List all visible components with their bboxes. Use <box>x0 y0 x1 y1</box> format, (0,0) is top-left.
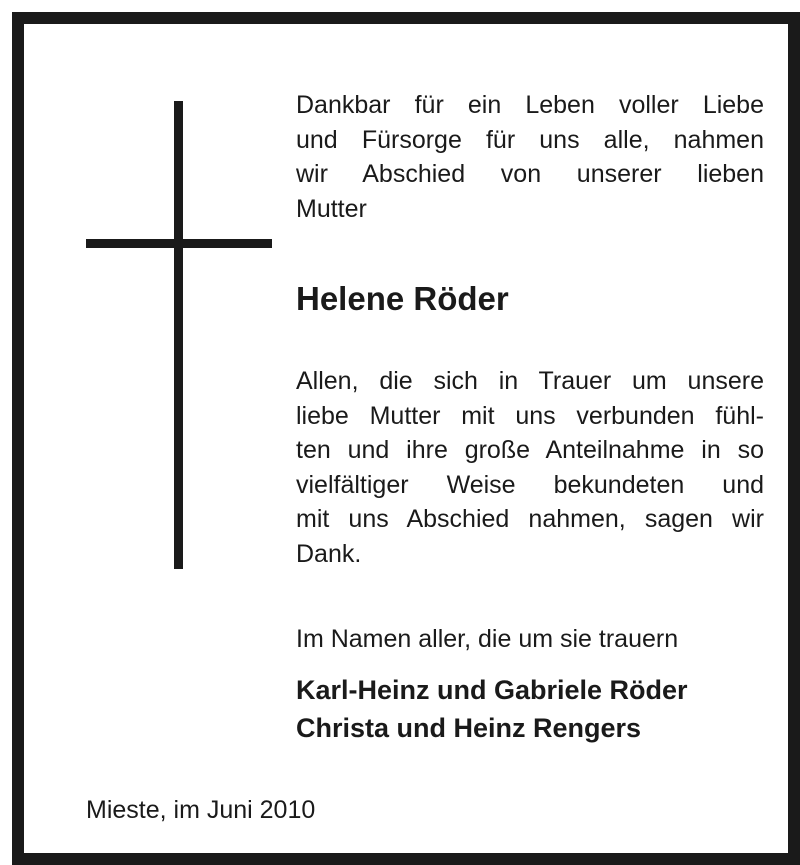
thanks-line: ten und ihre große Anteilnahme in so <box>296 436 764 464</box>
obituary-notice <box>12 12 800 865</box>
thanks-line: mit uns Abschied nahmen, sagen wir <box>296 505 764 533</box>
deceased-name: Helene Röder <box>296 280 509 317</box>
thanks-line: vielfältiger Weise bekundeten und <box>296 470 764 499</box>
place-date: Mieste, im Juni 2010 <box>86 796 316 824</box>
cross-icon-horizontal-bar <box>86 239 272 248</box>
thanks-line: Allen, die sich in Trauer um unsere <box>296 367 764 395</box>
intro-paragraph <box>296 88 764 226</box>
thanks-paragraph <box>296 364 764 571</box>
intro-line: Dankbar für ein Leben voller Liebe <box>296 91 764 119</box>
intro-line: Mutter <box>296 194 367 223</box>
thanks-line: Dank. <box>296 539 362 568</box>
signoff-text: Im Namen aller, die um sie trauern <box>296 625 679 653</box>
intro-line: wir Abschied von unserer lieben <box>296 160 764 188</box>
cross-icon-vertical-bar <box>174 101 183 569</box>
family-names <box>296 671 764 747</box>
thanks-line: liebe Mutter mit uns verbunden fühl- <box>296 401 764 430</box>
family-line: Karl-Heinz und Gabriele Röder <box>296 675 688 705</box>
family-line: Christa und Heinz Rengers <box>296 713 642 743</box>
intro-line: und Fürsorge für uns alle, nahmen <box>296 125 764 154</box>
